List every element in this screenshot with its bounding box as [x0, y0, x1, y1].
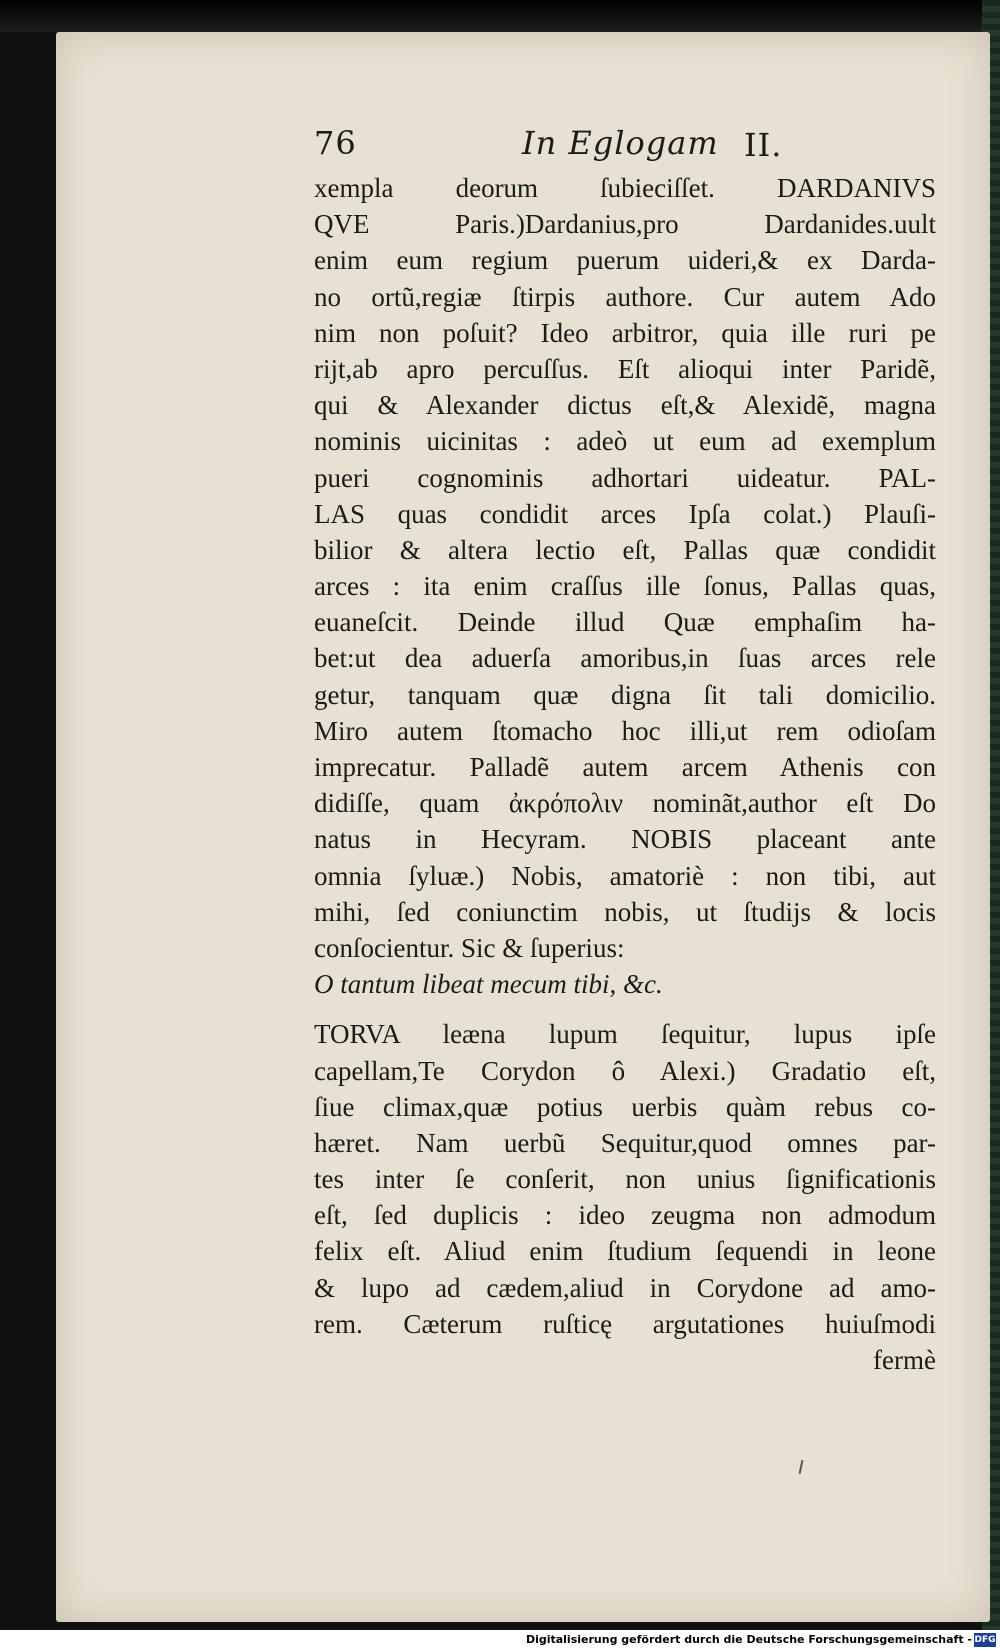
scan-top-edge [0, 0, 1000, 32]
text-line: & lupo ad cædem,aliud in Corydone ad amo- [314, 1272, 936, 1303]
text-line: mihi, ſed coniunctim nobis, ut ſtudijs & locis [314, 896, 936, 927]
verse-quote: O tantum libeat mecum tibi, &c. [314, 969, 663, 1000]
text-line: ſiue climax,quæ potius uerbis quàm rebus co- [314, 1091, 936, 1122]
text-line: didiſſe, quam ἀκρόπολιν nominãt,author eſt Do [314, 788, 936, 819]
paragraph-gap [314, 1002, 936, 1016]
text-line: xempla deorum ſubieciſſet. DARDANIVS [314, 173, 936, 203]
text-line: capellam,Te Corydon ô Alexi.) Gradatio eſt, [314, 1055, 936, 1086]
text-line: hæret. Nam uerbũ Sequitur,quod omnes par- [314, 1127, 936, 1158]
text-line: natus in Hecyram. NOBIS placeant ante [314, 824, 936, 855]
page-number: 76 [314, 124, 357, 162]
text-line: rijt,ab apro percuſſus. Eſt alioqui inter Paridẽ, [314, 353, 936, 384]
text-line: nim non poſuit? Ideo arbitror, quia ille ruri pe [314, 317, 936, 348]
catchword: fermè [873, 1345, 936, 1375]
text-line: enim eum regium puerum uideri,& ex Darda- [314, 245, 936, 276]
text-line: TORVA leæna lupum ſequitur, lupus ipſe [314, 1019, 936, 1050]
text-line: nominis uicinitas : adeò ut eum ad exemplum [314, 426, 936, 457]
dfg-logo: DFG [974, 1635, 996, 1645]
text-line: LAS quas condidit arces Ipſa colat.) Plauſi- [314, 498, 936, 529]
text-line: getur, tanquam quæ digna ſit tali domicilio. [314, 679, 936, 710]
text-line: felix eſt. Aliud enim ſtudium ſequendi in leone [314, 1236, 936, 1267]
text-line: bilior & altera lectio eſt, Pallas quæ condidit [314, 534, 936, 565]
running-header [314, 124, 934, 174]
text-line: QVE Paris.)Dardanius,pro Dardanides.uult [314, 209, 936, 240]
text-line: qui & Alexander dictus eſt,& Alexidẽ, magna [314, 390, 936, 421]
running-title: In Eglogam [522, 124, 719, 162]
text-line: euaneſcit. Deinde illud Quæ emphaſim ha- [314, 607, 936, 638]
text-line: bet:ut dea aduerſa amoribus,in ſuas arces rele [314, 643, 936, 674]
text-line: rem. Cæterum ruſticę argutationes huiuſmodi [314, 1308, 936, 1339]
text-line: eſt, ſed duplicis : ideo zeugma non admodum [314, 1200, 936, 1231]
text-line: conſocientur. Sic & ſuperius: [314, 932, 625, 963]
text-block [314, 170, 936, 1378]
text-line: pueri cognominis adhortari uideatur. PAL- [314, 462, 936, 493]
text-line: Miro autem ſtomacho hoc illi,ut rem odioſam [314, 715, 936, 746]
text-line: imprecatur. Palladẽ autem arcem Athenis con [314, 752, 936, 782]
text-line: omnia ſyluæ.) Nobis, amatoriè : non tibi, aut [314, 860, 936, 891]
text-line: tes inter ſe conſerit, non unius ſignificationis [314, 1164, 936, 1195]
text-line: no ortũ,regiæ ſtirpis authore. Cur autem Ado [314, 281, 936, 312]
funding-credit: Digitalisierung gefördert durch die Deutsche Forschungsgemeinschaft - [525, 1633, 972, 1646]
text-line: arces : ita enim craſſus ille ſonus, Pallas quas, [314, 571, 936, 602]
running-numeral: II. [744, 126, 783, 164]
